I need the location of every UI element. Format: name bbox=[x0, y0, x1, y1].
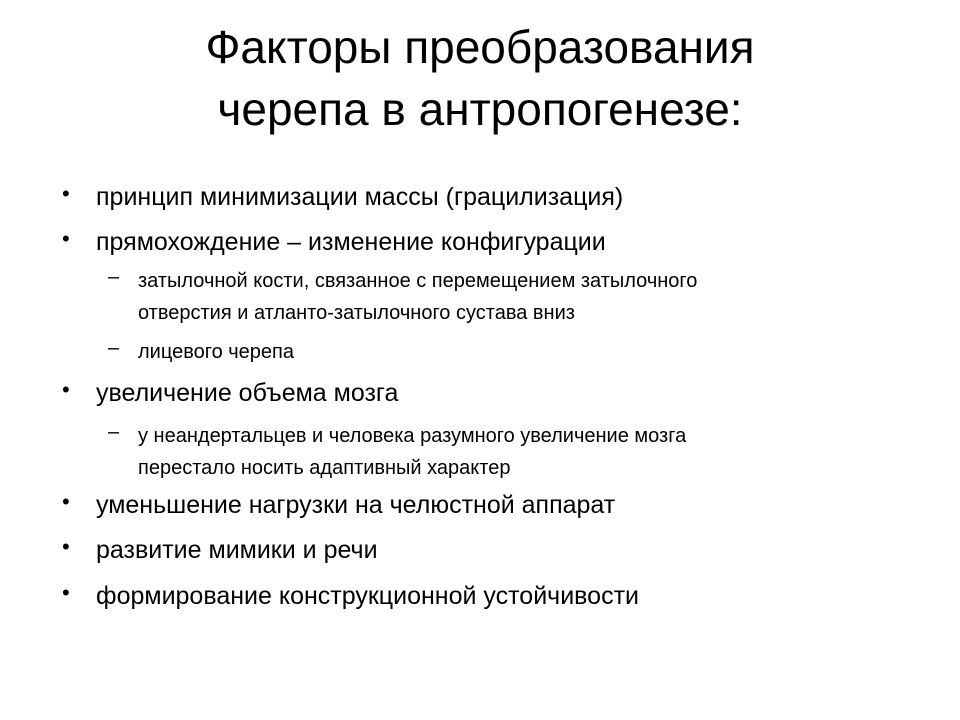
bullet-icon: • bbox=[62, 489, 70, 514]
sub-list-item bbox=[138, 420, 686, 484]
title-line-1: Факторы преобразования bbox=[205, 21, 755, 73]
bullet-icon: • bbox=[62, 534, 70, 559]
sub-list-item-line: перестало носить адаптивный характер bbox=[138, 457, 511, 479]
list-item: формирование конструкционной устойчивости bbox=[96, 582, 639, 610]
list-item: увеличение объема мозга bbox=[96, 379, 399, 407]
bullet-icon: • bbox=[62, 377, 70, 402]
sub-list-item-line: затылочной кости, связанное с перемещением затылочного bbox=[138, 270, 698, 292]
dash-icon: – bbox=[108, 421, 120, 443]
bullet-icon: • bbox=[62, 181, 70, 206]
list-item: принцип минимизации массы (грацилизация) bbox=[96, 183, 624, 211]
dash-icon: – bbox=[108, 266, 120, 288]
list-item: уменьшение нагрузки на челюстной аппарат bbox=[96, 491, 616, 519]
title-line-2: черепа в антропогенезе: bbox=[217, 83, 743, 135]
sub-list-item-line: у неандертальцев и человека разумного увеличение мозга bbox=[138, 425, 687, 447]
bullet-icon: • bbox=[62, 580, 70, 605]
list-item: прямохождение – изменение конфигурации bbox=[96, 228, 606, 256]
sub-list-item: лицевого черепа bbox=[138, 341, 294, 363]
bullet-icon: • bbox=[62, 226, 70, 251]
list-item: развитие мимики и речи bbox=[96, 536, 378, 564]
dash-icon: – bbox=[108, 337, 120, 359]
sub-list-item bbox=[138, 265, 697, 329]
sub-list-item-line: отверстия и атланто-затылочного сустава вниз bbox=[138, 302, 575, 324]
